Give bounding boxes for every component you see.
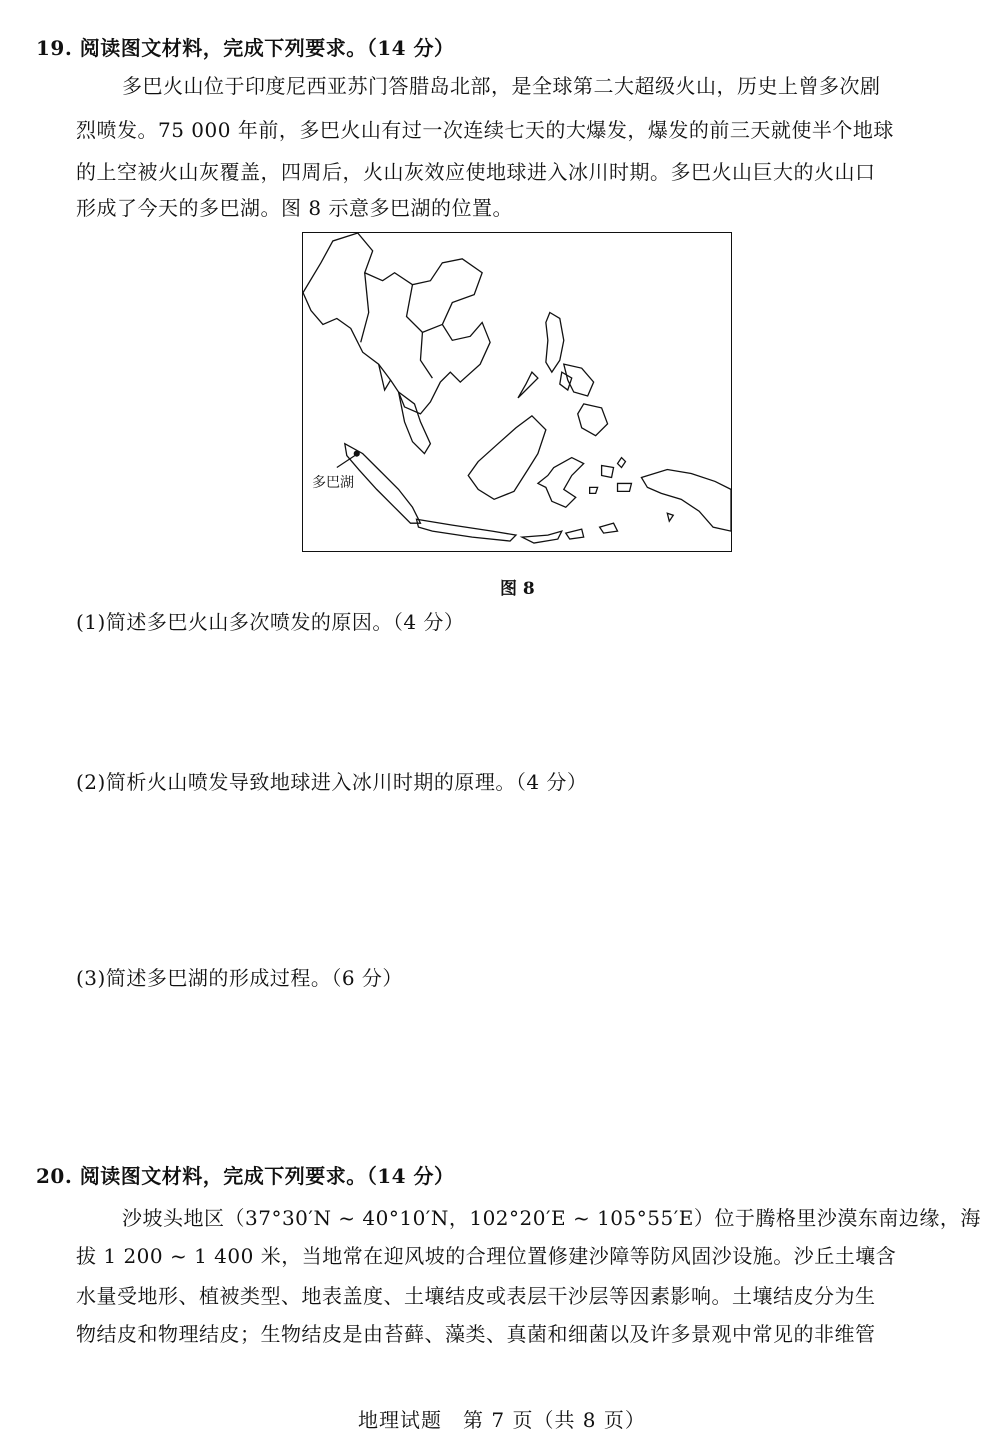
q20-para-line-2: 拔 1 200 ~ 1 400 米，当地常在迎风坡的合理位置修建沙障等防风固沙设施。沙丘土壤含 xyxy=(76,1244,897,1268)
q19-para-line-4: 形成了今天的多巴湖。图 8 示意多巴湖的位置。 xyxy=(76,196,513,220)
lake-toba-marker xyxy=(354,451,359,456)
sulawesi-island xyxy=(538,458,584,508)
q19-header: 19. 阅读图文材料，完成下列要求。（14 分） xyxy=(36,36,455,60)
malay-peninsula xyxy=(399,392,431,454)
mainland-outline xyxy=(303,233,490,414)
q19-subquestion-2: (2)简析火山喷发导致地球进入冰川时期的原理。（4 分） xyxy=(76,770,588,794)
java-island xyxy=(416,519,516,541)
q20-header: 20. 阅读图文材料，完成下列要求。（14 分） xyxy=(36,1164,455,1188)
mindanao-island xyxy=(578,404,608,436)
q19-para-line-3: 的上空被火山灰覆盖，四周后，火山灰效应使地球进入冰川时期。多巴火山巨大的火山口 xyxy=(76,160,876,184)
borneo-island xyxy=(468,416,546,499)
q19-para-line-1: 多巴火山位于印度尼西亚苏门答腊岛北部，是全球第二大超级火山，历史上曾多次剧 xyxy=(122,74,881,98)
lake-toba-label: 多巴湖 xyxy=(312,475,354,491)
q19-subquestion-3: (3)简述多巴湖的形成过程。（6 分） xyxy=(76,966,403,990)
new-guinea-island xyxy=(641,470,731,532)
q19-subquestion-1: (1)简述多巴火山多次喷发的原因。（4 分） xyxy=(76,610,465,634)
q20-para-line-1: 沙坡头地区（37°30′N ~ 40°10′N，102°20′E ~ 105°55′E）位于腾格里沙漠东南边缘，海 xyxy=(122,1206,981,1230)
page-footer: 地理试题 第 7 页（共 8 页） xyxy=(358,1408,646,1432)
q20-para-line-3: 水量受地形、植被类型、地表盖度、土壤结皮或表层干沙层等因素影响。土壤结皮分为生 xyxy=(76,1284,876,1308)
q19-para-line-2: 烈喷发。75 000 年前，多巴火山有过一次连续七天的大爆发，爆发的前三天就使半个地球 xyxy=(76,118,894,142)
southeast-asia-map xyxy=(302,232,732,552)
luzon-island xyxy=(546,313,564,373)
q20-para-line-4: 物结皮和物理结皮；生物结皮是由苔藓、藻类、真菌和细菌以及许多景观中常见的非维管 xyxy=(76,1322,876,1346)
figure-caption: 图 8 xyxy=(500,579,535,599)
